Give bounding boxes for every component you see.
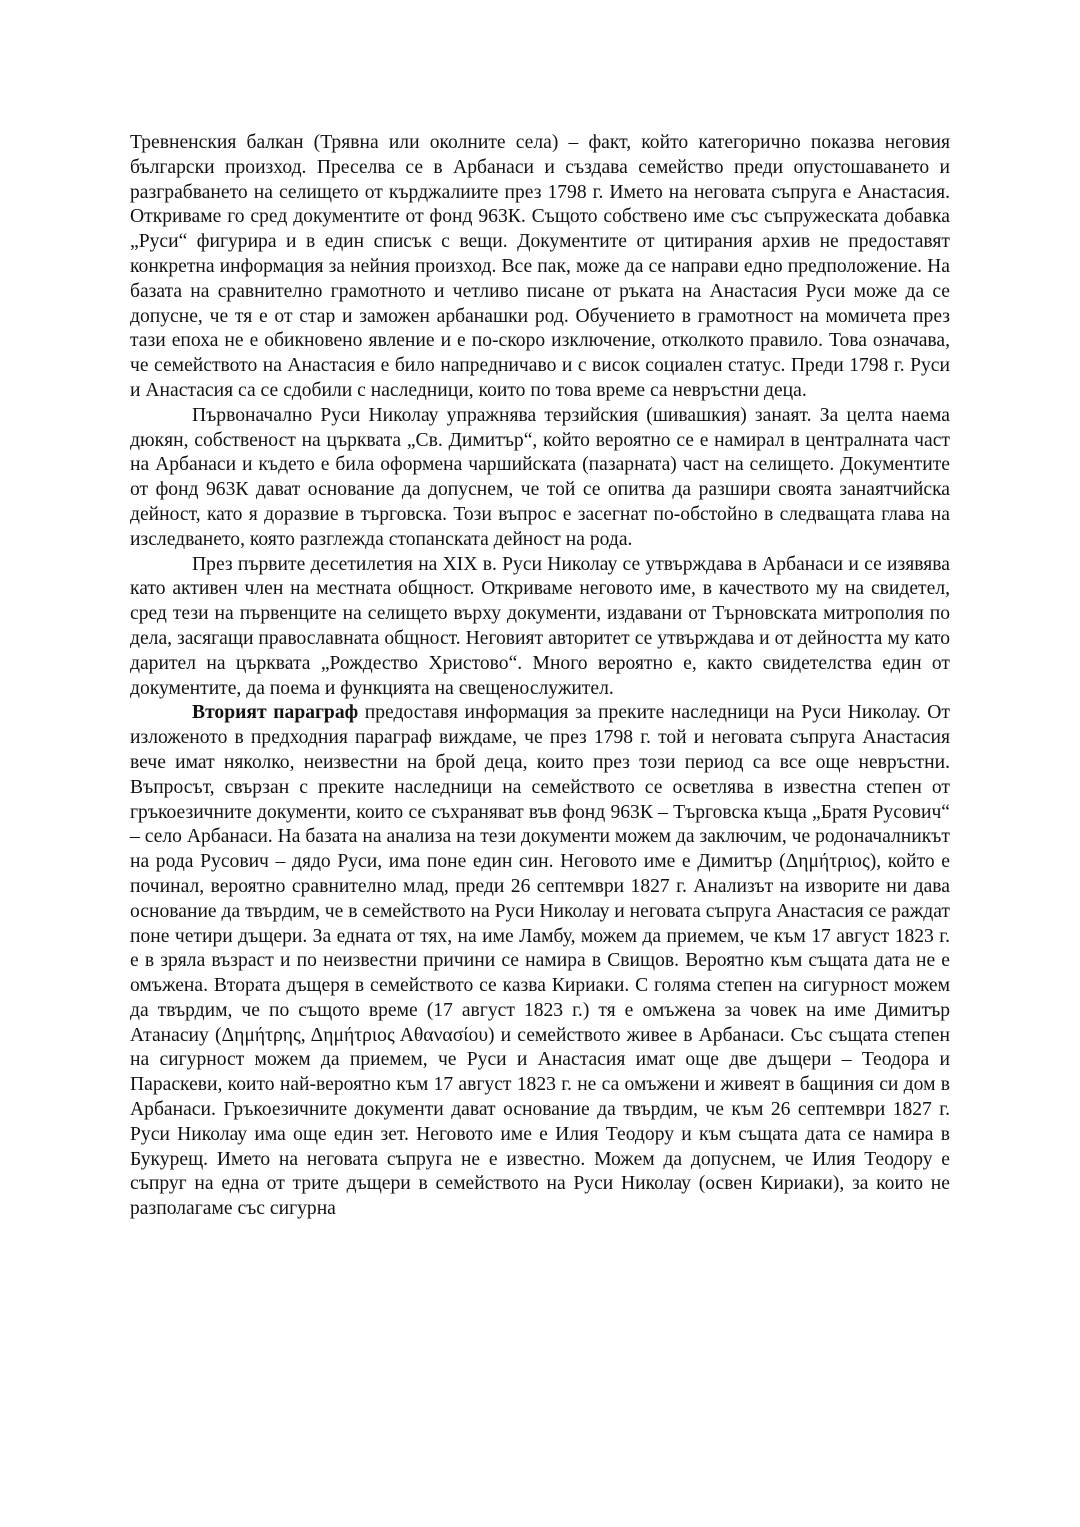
paragraph-4 xyxy=(130,701,950,1222)
document-page xyxy=(130,131,950,1222)
paragraph-4-text: предоставя информация за преките наследници на Руси Николау. От изложеното в предходния параграф виждаме, че през 1798 г. той и неговата съпруга Анастасия вече имат няколко, неизвестни на брой деца, които през този период са все още невръстни. Въпросът, свързан с преките наследници на семейството се осветлява в известна степен от гръкоезичните документи, които се съхраняват във фонд 963К – Търговска къща „Братя Русович“ – село Арбанаси. На базата на анализа на тези документи можем да заключим, че родоначалникът на рода Русович – дядо Руси, има поне един син. Неговото име е Димитър (Δημήτριος), който е починал, вероятно сравнително млад, преди 26 септември 1827 г. Анализът на изворите ни дава основание да твърдим, че в семейството на Руси Николау и неговата съпруга Анастасия се раждат поне четири дъщери. За едната от тях, на име Ламбу, можем да приемем, че към 17 август 1823 г. е в зряла възраст и по неизвестни причини се намира в Свищов. Вероятно към същата дата не е омъжена. Втората дъщеря в семейството се казва Кириаки. С голяма степен на сигурност можем да твърдим, че по същото време (17 август 1823 г.) тя е омъжена за човек на име Димитър Атанасиу (Δημήτρης, Δημήτριος Αθανασίου) и семейството живее в Арбанаси. Със същата степен на сигурност можем да приемем, че Руси и Анастасия имат още две дъщери – Теодора и Параскеви, които най-вероятно към 17 август 1823 г. не са омъжени и живеят в бащиния си дом в Арбанаси. Гръкоезичните документи дават основание да твърдим, че към 26 септември 1827 г. Руси Николау има още един зет. Неговото име е Илия Теодору и към същата дата се намира в Букурещ. Името на неговата съпруга не е известно. Можем да допуснем, че Илия Теодору е съпруг на една от трите дъщери в семейството на Руси Николау (освен Кириаки), за които не разполагаме със сигурна xyxy=(130,702,950,1220)
paragraph-3 xyxy=(130,553,950,702)
paragraph-3-text: През първите десетилетия на XIX в. Руси Николау се утвърждава в Арбанаси и се изявява като активен член на местната общност. Откриваме неговото име, в качеството му на свидетел, сред тези на първенците на селището върху документи, издавани от Търновската митрополия по дела, засягащи православната общност. Неговият авторитет се утвърждава и от дейността му като дарител на църквата „Рождество Христово“. Много вероятно е, както свидетелства един от документите, да поема и функцията на свещенослужител. xyxy=(130,553,950,699)
paragraph-2-text: Първоначално Руси Николау упражнява терзийския (шивашкия) занаят. За целта наема дюкян, собственост на църквата „Св. Димитър“, който вероятно се е намирал в централната част на Арбанаси и където е била оформена чаршийската (пазарната) част на селището. Документите от фонд 963К дават основание да допуснем, че той се опитва да разшири своята занаятчийска дейност, като я доразвие в търговска. Този въпрос е засегнат по-обстойно в следващата глава на изследването, която разглежда стопанската дейност на рода. xyxy=(130,404,950,550)
paragraph-1 xyxy=(130,131,950,404)
paragraph-1-text: Тревненския балкан (Трявна или околните села) – факт, който категорично показва неговия български произход. Преселва се в Арбанаси и създава семейство преди опустошаването и разграбването на селището от кърджалиите през 1798 г. Името на неговата съпруга е Анастасия. Откриваме го сред документите от фонд 963К. Същото собствено име със съпружеската добавка „Руси“ фигурира и в един списък с вещи. Документите от цитирания архив не предоставят конкретна информация за нейния произход. Все пак, може да се направи едно предположение. На базата на сравнително грамотното и четливо писане от ръката на Анастасия Руси може да се допусне, че тя е от стар и заможен арбанашки род. Обучението в грамотност на момичета през тази епоха не е обикновено явление и е по-скоро изключение, отколкото правило. Това означава, че семейството на Анастасия е било напредничаво и с висок социален статус. Преди 1798 г. Руси и Анастасия са се сдобили с наследници, които по това време са невръстни деца. xyxy=(130,132,950,401)
paragraph-4-lead: Вторият параграф xyxy=(192,702,359,724)
paragraph-2 xyxy=(130,404,950,553)
